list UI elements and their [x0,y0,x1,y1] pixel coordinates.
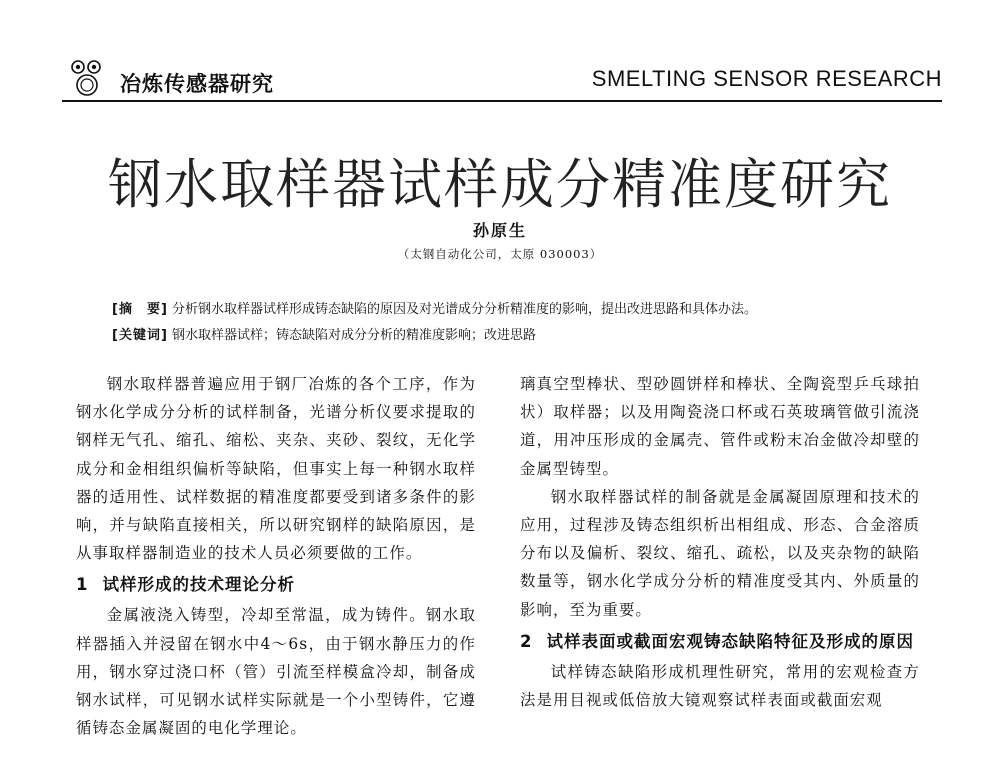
body-column-left [76,370,476,742]
abstract-label: [摘 要] [112,302,168,317]
article-author: 孙原生 [472,221,527,240]
section-title: 试样形成的技术理论分析 [102,575,295,595]
body-paragraph: 钢水取样器试样的制备就是金属凝固原理和技术的应用，过程涉及铸态组织析出相组成、形态、合金溶质分布以及偏析、裂纹、缩孔、疏松，以及夹杂物的缺陷数量等，钢水化学成分分析的精准度受其内、外质量的影响，至为重要。 [520,487,920,619]
section-title: 试样表面或截面宏观铸态缺陷特征及形成的原因 [546,631,914,651]
section-number: 2 [520,631,533,651]
keywords [112,324,536,343]
keywords-text: 钢水取样器试样；铸态缺陷对成分分析的精准度影响；改进思路 [172,328,537,343]
journal-header [62,50,942,102]
keywords-label: [关键词] [112,328,168,343]
abstract-text: 分析钢水取样器试样形成铸态缺陷的原因及对光谱成分分析精准度的影响，提出改进思路和具体办法。 [172,302,758,317]
body-paragraph: 钢水取样器普遍应用于钢厂冶炼的各个工序，作为钢水化学成分分析的试样制备，光谱分析仪要求提取的钢样无气孔、缩孔、缩松、夹杂、夹砂、裂纹，无化学成分和金相组织偏析等缺陷，但事实上每一种钢水取样器的适用性、试样数据的精准度都要受到诸多条件的影响，并与缺陷直接相关，所以研究钢样的缺陷原因，是从事取样器制造业的技术人员必须要做的工作。 [76,375,476,563]
author-affiliation: （太钢自动化公司，太原 030003） [397,247,603,261]
article-title: 钢水取样器试样成分精准度研究 [108,153,892,216]
journal-name-en: SMELTING SENSOR RESEARCH [591,66,942,91]
journal-name-cn: 冶炼传感器研究 [120,72,274,96]
journal-logo-rings-icon [70,58,116,98]
body-column-right [520,370,920,714]
section-heading-2 [520,628,920,656]
section-number: 1 [76,575,89,595]
body-paragraph: 试样铸态缺陷形成机理性研究，常用的宏观检查方法是用目视或低倍放大镜观察试样表面或截面宏观 [520,662,920,710]
body-paragraph: 璃真空型棒状、型砂圆饼样和棒状、全陶瓷型乒乓球拍状）取样器；以及用陶瓷浇口杯或石英玻璃管做引流浇道，用冲压形成的金属壳、管件或粉末冶金做冷却壁的金属型铸型。 [520,375,920,478]
body-paragraph: 金属液浇入铸型，冷却至常温，成为铸件。钢水取样器插入并浸留在钢水中4～6s，由于钢水静压力的作用，钢水穿过浇口杯（管）引流至样模盒冷却，制备成钢水试样，可见钢水试样实际就是一个小型铸件，它遵循铸态金属凝固的电化学理论。 [76,606,476,738]
section-heading-1 [76,571,476,599]
abstract [112,298,757,317]
